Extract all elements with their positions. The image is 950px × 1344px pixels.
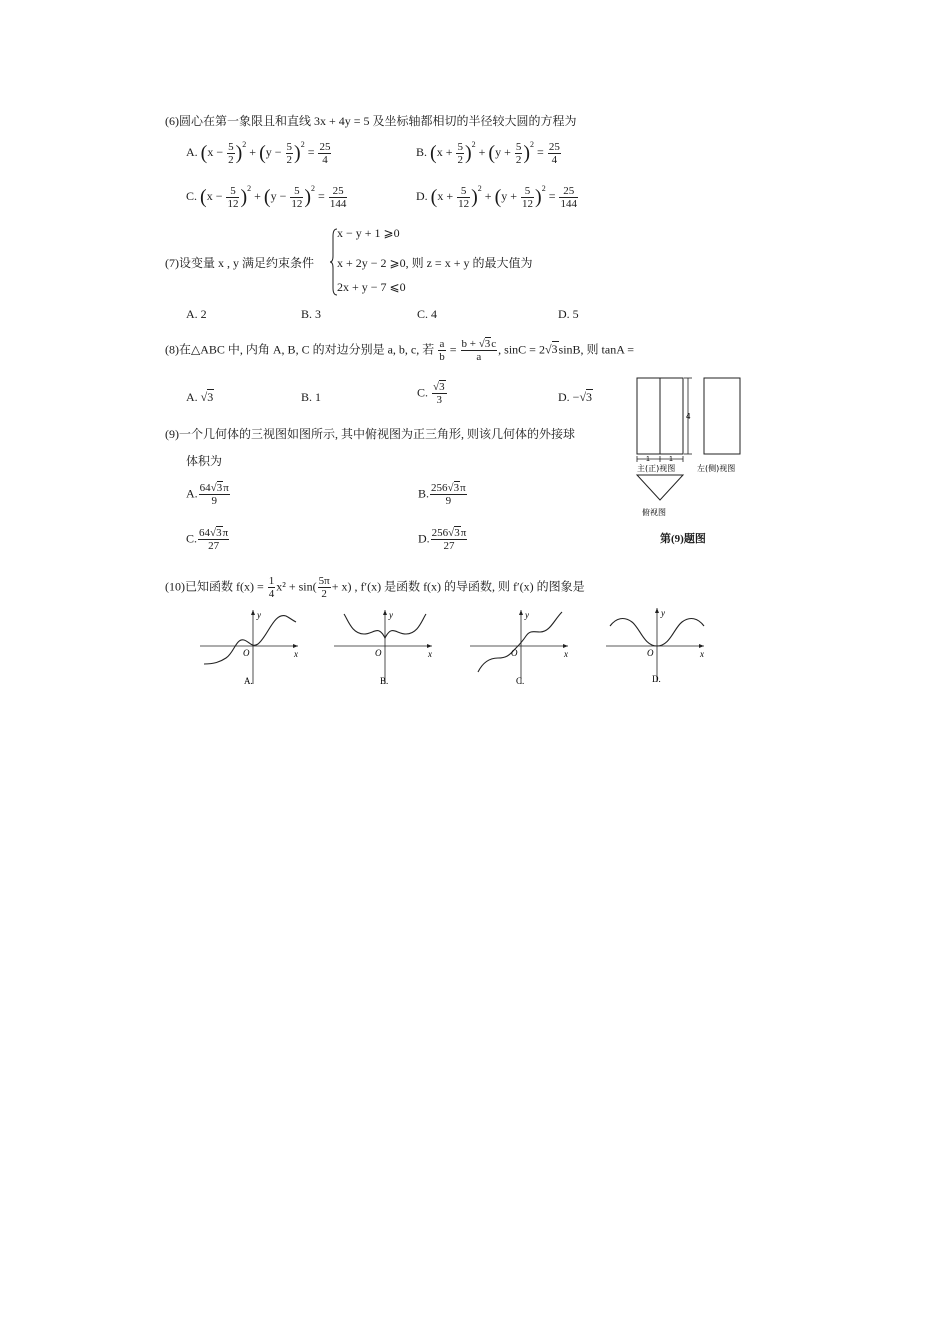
- q7-constraint-2: x + 2y − 2 ⩾0, 则 z = x + y 的最大值为: [337, 256, 533, 270]
- q7-option-a: A. 2: [186, 307, 207, 321]
- q7-option-c: C. 4: [417, 307, 438, 321]
- width-label-1: 1: [646, 456, 650, 463]
- q10-stem: (10)已知函数 f(x) = $\frac{1}{4}$ x² + sin( $\frac{5\pi}{2}$ + x) , f′(x) 是函数 f(x) 的导函数, 则 f′(x) 的图象是: [165, 575, 585, 600]
- q9-figure-caption: 第(9)题图: [660, 533, 706, 545]
- q9-option-c: C. $\frac{64√3\pi}{27}$: [186, 527, 229, 552]
- graph-label: A.: [244, 676, 253, 686]
- top-view-label: 俯视图: [642, 508, 666, 517]
- q9-stem-line2: 体积为: [186, 454, 223, 468]
- front-view-label: 主(正)视图: [637, 464, 676, 473]
- q8-stem: (8)在△ABC 中, 内角 A, B, C 的对边分别是 a, b, c, 若 $\frac{a}{b}$ = $\frac{b + √3c}{a}$ , sinC = 2√3sinB, 则 tanA =: [165, 338, 634, 363]
- x-axis-label: x: [564, 649, 568, 659]
- q8-option-d: D. −√3: [558, 390, 593, 404]
- height-label: 4: [686, 412, 691, 421]
- graph-label: C.: [516, 676, 525, 686]
- side-view-label: 左(侧)视图: [697, 464, 736, 473]
- x-axis-label: x: [428, 649, 432, 659]
- q6-option-a: A. (x − $\frac{5}{2}$ )$^2$ + (y − $\frac{5}{2}$ )$^2$ = $\frac{25}{4}$: [186, 140, 331, 166]
- q7-option-b: B. 3: [301, 307, 322, 321]
- graph-label: D.: [652, 674, 661, 684]
- q10-graph-b: [330, 606, 440, 688]
- width-dimension: [637, 456, 683, 462]
- side-view: [704, 378, 740, 454]
- q6-stem: (6)圆心在第一象限且和直线 3x + 4y = 5 及坐标轴都相切的半径较大圆的方程为: [165, 114, 577, 128]
- q7-constraint-1: x − y + 1 ⩾0: [337, 226, 400, 240]
- x-axis-label: x: [700, 649, 704, 659]
- graph-label: B.: [380, 676, 389, 686]
- y-axis-label: y: [525, 610, 529, 620]
- q8-option-b: B. 1: [301, 390, 322, 404]
- y-axis-label: y: [661, 608, 665, 618]
- q6-option-d: D. (x + $\frac{5}{12}$ )$^2$ + (y + $\frac{5}{12}$ )$^2$ = $\frac{25}{144}$: [416, 184, 577, 210]
- q10-graph-c: [466, 606, 576, 688]
- q9-three-view-figure: [628, 372, 758, 522]
- origin-label: O: [647, 648, 654, 658]
- q7-stem: (7)设变量 x , y 满足约束条件: [165, 256, 314, 270]
- width-label-2: 1: [669, 456, 673, 463]
- q7-option-d: D. 5: [558, 307, 579, 321]
- q10-graph-d: [602, 604, 712, 686]
- q10-graph-a: [196, 606, 306, 688]
- q9-option-b: B. $\frac{256√3\pi}{9}$: [418, 482, 466, 507]
- q8-option-a: A. √3: [186, 390, 214, 404]
- y-axis-label: y: [257, 610, 261, 620]
- origin-label: O: [243, 648, 250, 658]
- q9-option-d: D. $\frac{256√3\pi}{27}$: [418, 527, 467, 552]
- q8-option-c: C. $\frac{√3}{3}$: [417, 381, 445, 406]
- q7-constraint-3: 2x + y − 7 ⩽0: [337, 280, 406, 294]
- q9-option-a: A. $\frac{64√3\pi}{9}$: [186, 482, 229, 507]
- x-axis-label: x: [294, 649, 298, 659]
- q6-option-b: B. (x + $\frac{5}{2}$ )$^2$ + (y + $\frac{5}{2}$ )$^2$ = $\frac{25}{4}$: [416, 140, 560, 166]
- q6-option-c: C. (x − $\frac{5}{12}$ )$^2$ + (y − $\frac{5}{12}$ )$^2$ = $\frac{25}{144}$: [186, 184, 347, 210]
- q9-stem-line1: (9)一个几何体的三视图如图所示, 其中俯视图为正三角形, 则该几何体的外接球: [165, 427, 575, 441]
- y-axis-label: y: [389, 610, 393, 620]
- front-view: [637, 378, 683, 454]
- origin-label: O: [375, 648, 382, 658]
- top-view: [637, 475, 683, 500]
- origin-label: O: [511, 648, 518, 658]
